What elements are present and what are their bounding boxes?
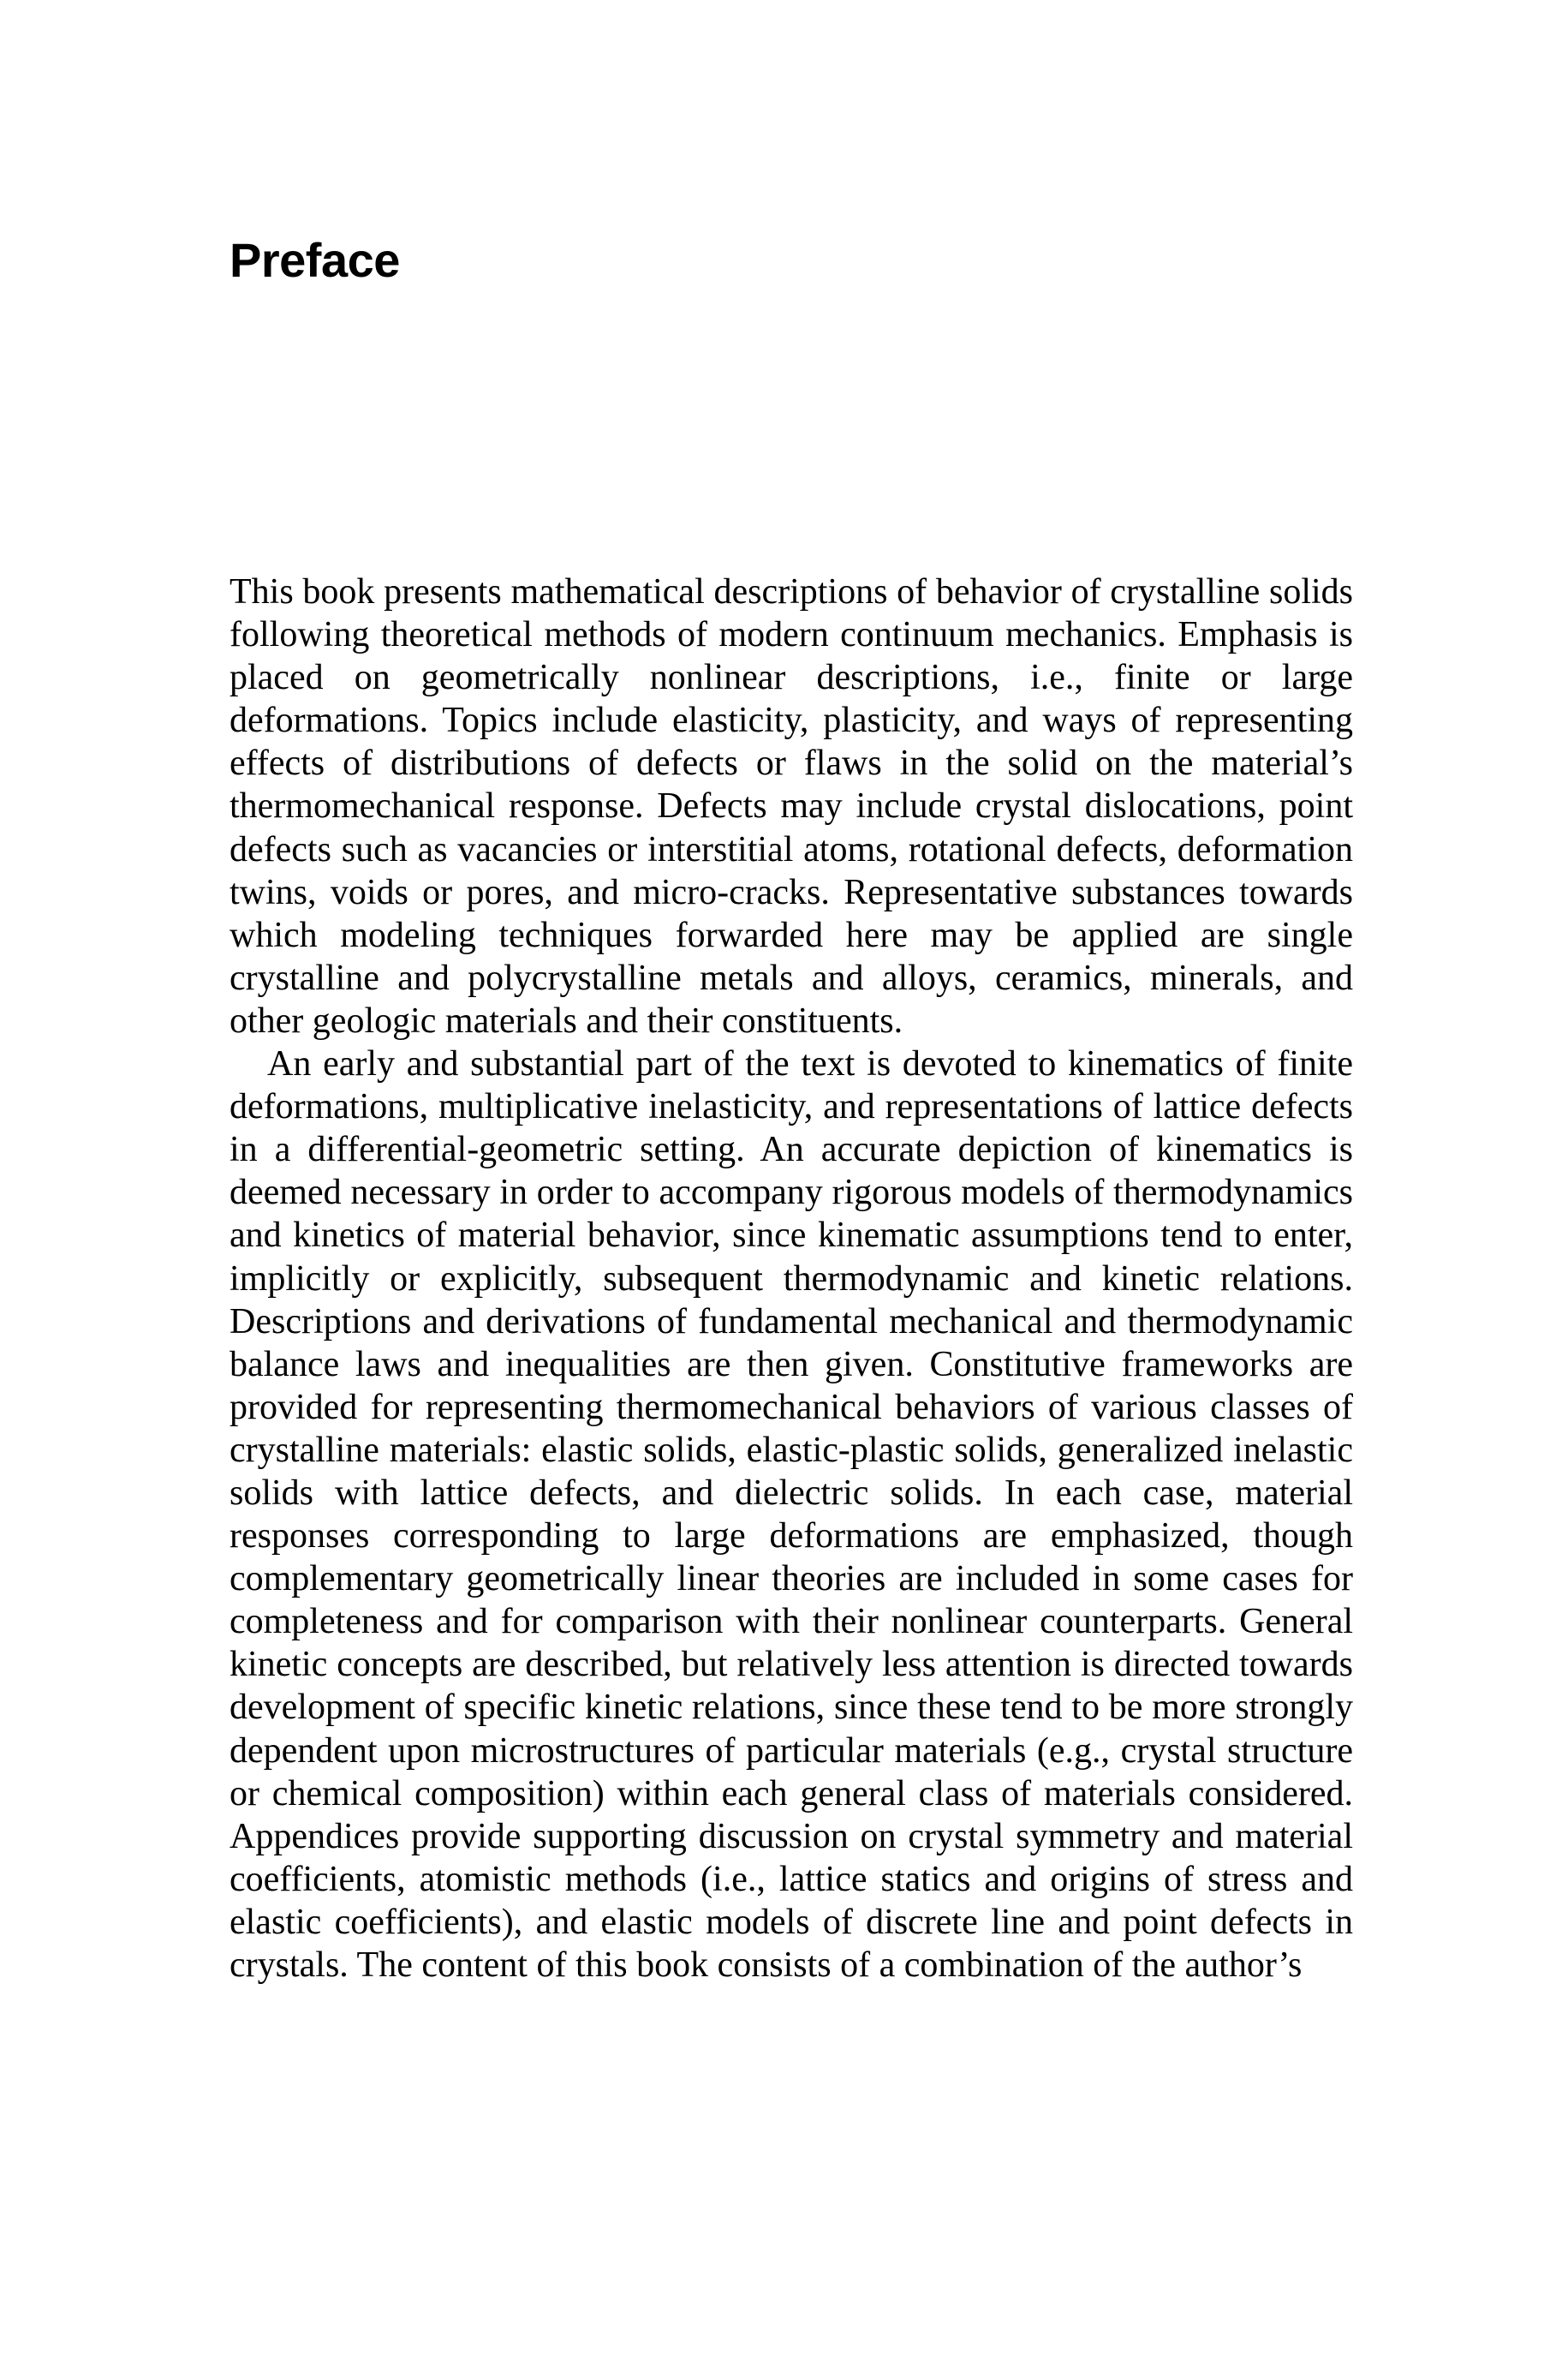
paragraph-2: An early and substantial part of the text is devoted to kinematics of finite deformations, multiplicative inelasticity, and representations of lattice defects in a differential-geometric setting. An accurate depiction of kinematics is deemed necessary in order to accompany rigorous models of thermodynamics and kinetics of material behavior, since kinematic assumptions tend to enter, implicitly or explicitly, subsequent thermodynamic and kinetic relations. Descriptions and derivations of fundamental mechanical and thermodynamic balance laws and inequalities are then given. Constitutive frameworks are provided for representing thermomechanical behaviors of various classes of crystalline materials: elastic solids, elastic-plastic solids, generalized inelastic solids with lattice defects, and dielectric solids. In each case, material responses corresponding to large deformations are emphasized, though complementary geometrically linear theories are included in some cases for completeness and for comparison with their nonlinear counterparts. General kinetic concepts are described, but relatively less attention is directed towards development of specific kinetic relations, since these tend to be more strongly dependent upon microstructures of particular materials (e.g., crystal structure or chemical composition) within each general class of materials considered. Appendices provide supporting discussion on crystal symmetry and material coefficients, atomistic methods (i.e., lattice statics and origins of stress and elastic coefficients), and elastic models of discrete line and point defects in crystals. The content of this book consists of a combination of the author’s [230, 1044, 1353, 1985]
preface-body [230, 571, 1353, 1987]
paragraph-1: This book presents mathematical descriptions of behavior of crystalline solids following theoretical methods of modern continuum mechanics. Emphasis is placed on geometrically nonlinear descriptions, i.e., finite or large deformations. Topics include elasticity, plasticity, and ways of representing effects of distributions of defects or flaws in the solid on the material’s thermomechanical response. Defects may include crystal dislocations, point defects such as vacancies or interstitial atoms, rotational defects, deformation twins, voids or pores, and micro-cracks. Representative substances towards which modeling techniques forwarded here may be applied are single crystalline and polycrystalline metals and alloys, ceramics, minerals, and other geologic materials and their constituents. [230, 572, 1353, 1041]
chapter-title: Preface [230, 233, 400, 287]
